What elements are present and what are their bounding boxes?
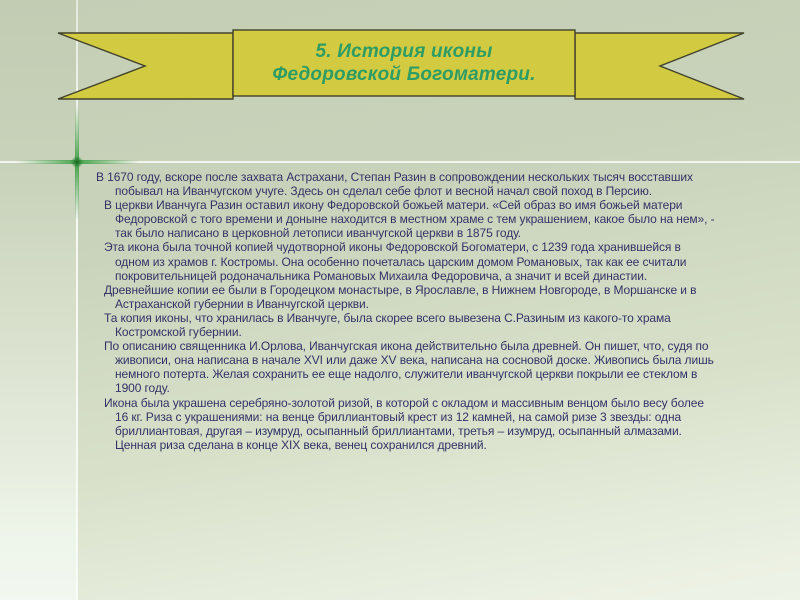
page-title-line2: Федоровской Богоматери. xyxy=(272,63,536,85)
page-title xyxy=(233,29,575,96)
paragraph: Эта икона была точной копией чудотворной иконы Федоровской Богоматери, с 1239 года хранившейся в одном из храмов г. Костромы. Она особенно почеталась царским домом Романовых, так как ее считали покровительницей родоначальника Романовых Михаила Федоровича, а значит и всей династии. xyxy=(104,240,687,283)
body-text xyxy=(96,170,715,452)
paragraph: В церкви Иванчуга Разин оставил икону Федоровской божьей матери. «Сей образ во имя божьей матери Федоровской с того времени и доныне находится в местном храме с тем украшением, какое было на нем», - так было написано в церковной летописи иванчугской церкви в 1875 году. xyxy=(104,198,715,241)
paragraph: Та копия иконы, что хранилась в Иванчуге, была скорее всего вывезена С.Разиным из какого-то храма Костромской губернии. xyxy=(104,310,671,340)
ribbon-left-tail xyxy=(58,33,233,99)
paragraph: В 1670 году, вскоре после захвата Астрахани, Степан Разин в сопровождении нескольких тысяч восставших побывал на Иванчугском учуге. Здесь он сделал себе флот и весной начал свой поход в Персию. xyxy=(96,170,693,199)
page-title-line1: 5. История иконы xyxy=(315,40,493,62)
paragraph: Древнейшие копии ее были в Городецком монастыре, в Ярославле, в Нижнем Новгороде, в Моршанске и в Астраханской губернии в Иванчугской церкви. xyxy=(104,282,697,311)
sparkle-cross-icon xyxy=(71,156,83,168)
ribbon-right-tail xyxy=(575,33,744,99)
paragraph: Икона была украшена серебряно-золотой ризой, в которой с окладом и массивным венцом было весу более 16 кг. Риза с украшениями: на венце бриллиантовый крест из 12 камней, на самой ризе 3 звезды: одна бриллиантовая, другая – изумруд, осыпанный бриллиантами, третья – изумруд, осыпанный алмазами. Ценная риза сделана в конце XIX века, венец сохранился древний. xyxy=(104,395,704,452)
paragraph: По описанию священника И.Орлова, Иванчугская икона действительно была древней. Он пишет, что, судя по живописи, она написана в начале XVI или даже XV века, написана на сосновой доске. Живопись была лишь немного потерта. Желая сохранить ее еще надолго, служители иванчугской церкви покрыли ее стеклом в 1900 году. xyxy=(104,339,714,396)
